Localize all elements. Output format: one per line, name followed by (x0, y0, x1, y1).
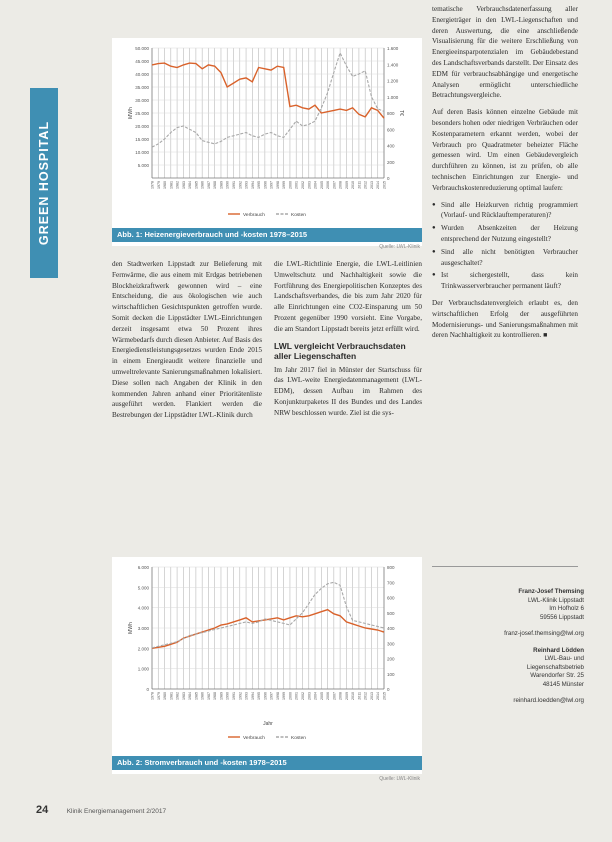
x-tick-label: 2008 (338, 692, 343, 700)
x-tick-label: 2009 (344, 692, 349, 700)
x-tick-label: 1982 (175, 181, 180, 189)
x-tick-label: 1989 (219, 692, 224, 700)
end-mark: ■ (543, 331, 548, 340)
x-tick-label: 1997 (269, 181, 274, 189)
x-tick-label: 2010 (351, 181, 356, 189)
series-line (152, 582, 384, 648)
y-tick-label: 0 (146, 687, 149, 692)
x-tick-label: 2011 (357, 692, 362, 700)
x-tick-label: 2015 (382, 181, 387, 189)
column-3 (432, 4, 578, 347)
paragraph: Auf deren Basis können einzelne Gebäude mit besonders hohen oder niedrigen Verbräuchen oder Kostenparametern erkannt werden, wobei der Verbrauch pro Quadratmeter beheizter Fläche gemessen wird. Um einen Gebäudevergleich durchführen zu können, ist zu prüfen, ob alle technischen Einrichtungen zur Energie- und Verbrauchskostenreduzierung optimal laufen: (432, 108, 578, 192)
figure-2-caption: Abb. 2: Stromverbrauch und -kosten 1978–2015 (112, 756, 422, 770)
checklist (432, 200, 578, 292)
x-tick-label: 2012 (363, 181, 368, 190)
x-tick-label: 1987 (206, 181, 211, 189)
y-axis-label: MWh (128, 622, 134, 634)
y-tick-label: 25.000 (135, 111, 149, 116)
author-email-link[interactable]: reinhard.loedden@lwl.org (513, 697, 584, 704)
y-tick-label: 6.000 (137, 565, 149, 570)
x-tick-label: 1993 (244, 692, 249, 700)
y2-tick-label: 1.000 (387, 94, 399, 100)
y-tick-label: 5.000 (137, 585, 149, 591)
paragraph: Im Jahr 2017 fiel in Münster der Startschuss für das LWL-weite Energiedatenmanagement (LWL-EDM), dessen Aufbau im Rahmen des Konjunkturpaketes II des Bundes und des Landes NRW beschlossen wurde. Ziel ist die sys- (274, 365, 422, 417)
y2-tick-label: 100 (387, 671, 395, 677)
x-tick-label: 2006 (326, 692, 331, 700)
x-tick-label: 1985 (194, 181, 199, 189)
author-address: Im Hofholz 6 (549, 605, 584, 612)
paragraph: tematische Verbrauchsdatenerfassung aller Energieträger in den LWL-Liegenschaften und deren Auswertung, die eine anschließende Visualisierung für die weitere Erschließung von Energieeinsparpotenzialen im Gebäudebestand des Landschaftsverbands darstellt. Der Einsatz des EDM für verbrauchsabhängige und energetische Analysen ermöglicht unterschiedliche Betrachtungsvergleiche. (432, 5, 578, 100)
x-tick-label: 2003 (307, 692, 312, 700)
author-address: Warendorfer Str. 25 (530, 672, 584, 679)
y2-tick-label: 200 (387, 159, 395, 165)
x-tick-label: 2011 (357, 181, 362, 189)
x-tick-label: 1997 (269, 692, 274, 700)
x-tick-label: 2002 (300, 181, 305, 189)
y-tick-label: 35.000 (135, 85, 149, 90)
y-tick-label: 4.000 (137, 605, 149, 611)
x-tick-label: 2001 (294, 181, 299, 189)
legend-label: Kosten (291, 213, 306, 218)
x-tick-label: 1984 (188, 692, 193, 700)
x-tick-label: 1988 (213, 692, 218, 700)
author-address: Liegenschaftsbetrieb (526, 663, 584, 671)
magazine-name: Klinik Energiemanagement 2/2017 (66, 808, 167, 815)
x-tick-label: 2004 (313, 692, 318, 700)
legend-label: Verbrauch (243, 736, 265, 741)
x-tick-label: 1988 (213, 181, 218, 189)
x-tick-label: 1994 (250, 181, 255, 189)
x-tick-label: 1985 (194, 692, 199, 700)
y-tick-label: 40.000 (135, 72, 149, 77)
paragraph (432, 298, 578, 341)
x-tick-label: 1986 (200, 181, 205, 189)
x-tick-label: 1987 (206, 692, 211, 700)
author-address: LWL-Klinik Lippstadt (528, 596, 584, 604)
figure-2 (112, 557, 422, 774)
y-tick-label: 2.000 (137, 646, 149, 652)
author-name: Reinhard Lödden (533, 646, 584, 654)
x-tick-label: 1996 (263, 692, 268, 700)
y2-tick-label: 500 (387, 610, 395, 616)
x-tick-label: 1983 (181, 692, 186, 700)
x-tick-label: 1992 (238, 692, 243, 700)
figure-2-source: Quelle: LWL-Klinik (379, 776, 420, 782)
x-tick-label: 1981 (169, 181, 174, 189)
x-tick-label: 2014 (376, 181, 381, 189)
x-tick-label: 1991 (232, 692, 237, 700)
y-tick-label: 20.000 (135, 124, 149, 129)
x-tick-label: 2004 (313, 181, 318, 189)
x-tick-label: 2006 (326, 181, 331, 189)
y-tick-label: 1.000 (137, 666, 149, 672)
chart-electricity (112, 557, 422, 774)
paragraph: den Stadtwerken Lippstadt zur Belieferung mit Fernwärme, die aus einem mit Erdgas betriebenen Blockheizkraftwerk gewonnen wird – eine Entscheidung, die aus ökologischen wie auch wirtschaftlichen Gesichtspunkten getroffen wurde. Somit decken die Lippstädter LWL-Einrichtungen derzeit insgesamt etwa 50 Prozent ihres Wärmebedarfs durch diesen Anbieter. Auf Basis des Energiedienstleistungsgesetzes wurden Ende 2015 in einem Energieaudit weitere finanzielle und umweltrelevante Sanierungsmaßnahmen lokalisiert. Diese sollen nach Angaben der Klinik in den kommenden Jahren anhand einer Prioritätenliste ausgeführt werden. Flankiert werden die Bestrebungen der Lippstädter LWL-Klinik durch (112, 260, 262, 420)
x-tick-label: 1996 (263, 181, 268, 189)
x-tick-label: 1984 (188, 181, 193, 189)
list-item: ● Sind alle nicht benötigten Verbraucher ausgeschaltet? (432, 247, 578, 269)
x-tick-label: 1980 (163, 181, 168, 189)
figure-1 (112, 38, 422, 246)
section-label: GREEN HOSPITAL (37, 120, 52, 246)
figure-1-caption: Abb. 1: Heizenergieverbrauch und -kosten 1978–2015 (112, 228, 422, 242)
x-tick-label: 1978 (150, 181, 155, 189)
x-tick-label: 2014 (376, 692, 381, 700)
y2-tick-label: 400 (387, 626, 395, 631)
column-2 (274, 259, 422, 425)
legend-label: Verbrauch (243, 213, 265, 218)
y2-tick-label: 1.600 (387, 46, 399, 51)
x-tick-label: 2001 (294, 692, 299, 700)
x-tick-label: 1989 (219, 181, 224, 189)
page-number: 24 (36, 804, 49, 816)
x-tick-label: 1998 (275, 692, 280, 700)
x-tick-label: 2005 (319, 181, 324, 189)
x-tick-label: 1982 (175, 692, 180, 700)
page-footer (36, 800, 166, 818)
series-line (152, 610, 384, 649)
y-tick-label: 30.000 (135, 98, 149, 103)
x-tick-label: 1999 (282, 181, 287, 189)
x-tick-label: 1983 (181, 181, 186, 189)
x-tick-label: 1990 (225, 181, 230, 189)
y2-tick-label: 800 (387, 111, 395, 116)
x-tick-label: 2007 (332, 181, 337, 189)
author-address: LWL-Bau- und (544, 655, 584, 662)
x-tick-label: 2015 (382, 692, 387, 700)
chart-heating (112, 38, 422, 246)
x-tick-label: 2000 (288, 692, 293, 700)
x-tick-label: 2009 (344, 181, 349, 189)
y2-tick-label: 800 (387, 565, 395, 570)
x-tick-label: 2013 (369, 181, 374, 189)
author-address: 59556 Lippstadt (539, 613, 584, 621)
figure-1-source: Quelle: LWL-Klinik (379, 244, 420, 250)
divider (432, 566, 578, 567)
author-info (432, 588, 584, 706)
legend-label: Kosten (291, 736, 306, 741)
x-tick-label: 2012 (363, 692, 368, 700)
y2-tick-label: 1.200 (387, 78, 399, 84)
x-tick-label: 1992 (238, 181, 243, 189)
y-tick-label: 3.000 (137, 626, 149, 631)
paragraph: die LWL-Richtlinie Energie, die LWL-Leitlinien Umweltschutz und Nachhaltigkeit sowie die Fortführung des Energiepolitischen Konzeptes des Landschaftsverbandes, die bis zum Jahr 2020 für alle Einrichtungen eine CO2-Einsparung um 50 Prozent gegenüber 1990 vorsieht. Eine Vorgabe, die am Standort Lippstadt bereits jetzt erfüllt wird. (274, 260, 422, 333)
y-tick-label: 50.000 (135, 46, 149, 51)
y-tick-label: 15.000 (135, 137, 149, 142)
y-tick-label: 5.000 (137, 163, 149, 168)
author-name: Franz-Josef Themsing (518, 588, 584, 595)
author-email-link[interactable]: franz-josef.themsing@lwl.org (504, 630, 584, 637)
x-tick-label: 1981 (169, 692, 174, 700)
y2-tick-label: 0 (387, 687, 390, 692)
x-tick-label: 1993 (244, 181, 249, 189)
x-tick-label: 1979 (156, 692, 161, 700)
x-tick-label: 1978 (150, 692, 155, 700)
y-tick-label: 10.000 (135, 150, 149, 155)
y2-tick-label: 600 (387, 127, 395, 133)
y2-axis-label: T€ (398, 110, 404, 116)
y2-tick-label: 700 (387, 580, 395, 586)
x-tick-label: 2005 (319, 692, 324, 700)
list-item: ● Sind alle Heizkurven richtig programmiert (Vorlauf- und Rücklauftemperaturen)? (432, 200, 578, 222)
x-tick-label: 1986 (200, 692, 205, 700)
y2-tick-label: 0 (387, 176, 390, 181)
x-tick-label: 1999 (282, 692, 287, 700)
x-tick-label: 2002 (300, 692, 305, 700)
x-tick-label: 2013 (369, 692, 374, 700)
y2-tick-label: 600 (387, 595, 395, 601)
y2-tick-label: 1.400 (387, 62, 399, 68)
y2-tick-label: 200 (387, 656, 395, 662)
x-tick-label: 1980 (163, 692, 168, 700)
y-tick-label: 45.000 (135, 59, 149, 64)
x-tick-label: 2010 (351, 692, 356, 700)
x-tick-label: 2008 (338, 181, 343, 189)
x-tick-label: 1991 (232, 181, 237, 189)
column-1 (112, 259, 262, 427)
x-tick-label: 2003 (307, 181, 312, 189)
y-axis-label: MWh (128, 107, 134, 119)
x-tick-label: 1979 (156, 181, 161, 189)
x-tick-label: 2007 (332, 692, 337, 700)
x-axis-label: Jahr (263, 721, 273, 727)
paragraph-text: Der Verbrauchsdatenvergleich erlaubt es, den wirtschaftlichen Erfolg der ausgeführten Modernisierungs- und Sanierungsmaßnahmen mit deren Nachhaltigkeit zu kontrollieren. (432, 298, 578, 340)
section-heading: LWL vergleicht Verbrauchsdaten aller Liegenschaften (274, 340, 406, 361)
x-tick-label: 1995 (257, 181, 262, 189)
section-sidebar-label (30, 88, 58, 278)
list-item: ● Wurden Absenkzeiten der Heizung entsprechend der Nutzung eingestellt? (432, 223, 578, 245)
x-tick-label: 1998 (275, 181, 280, 189)
y2-tick-label: 400 (387, 143, 395, 149)
x-tick-label: 1995 (257, 692, 262, 700)
x-tick-label: 2000 (288, 181, 293, 189)
x-tick-label: 1994 (250, 692, 255, 700)
list-item: ● Ist sichergestellt, dass kein Trinkwasserverbraucher permanent läuft? (432, 270, 578, 292)
x-tick-label: 1990 (225, 692, 230, 700)
y2-tick-label: 300 (387, 641, 395, 647)
author-address: 48145 Münster (542, 680, 584, 688)
